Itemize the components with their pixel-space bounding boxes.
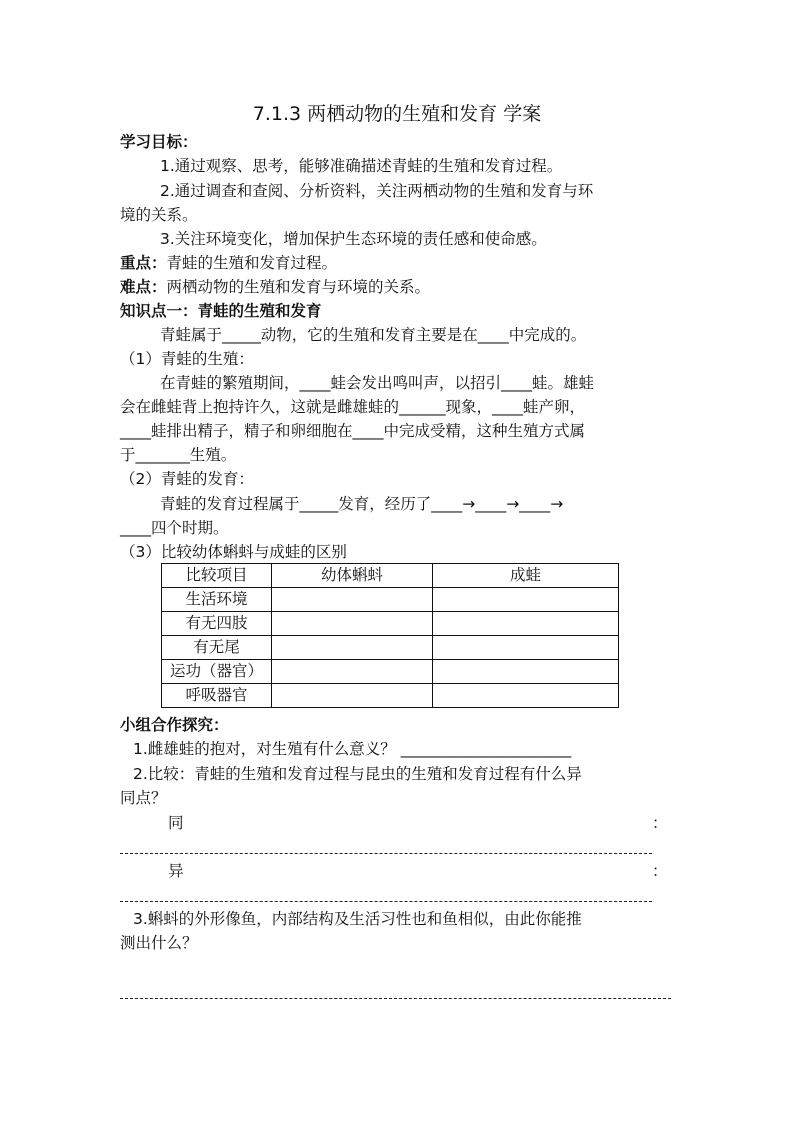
table-row-label: 呼吸器官 bbox=[162, 684, 272, 708]
table-blank-cell[interactable] bbox=[433, 612, 619, 636]
table-row bbox=[162, 636, 619, 660]
objective-2-line-2: 境的关系。 bbox=[120, 206, 198, 224]
diff-colon: ： bbox=[652, 862, 668, 880]
table-blank-cell[interactable] bbox=[272, 588, 433, 612]
development-line-2: ____四个时期。 bbox=[120, 519, 229, 537]
question-3-line-2: 测出什么？ bbox=[120, 934, 198, 952]
table-header-row bbox=[162, 564, 619, 588]
difficulty-text: 两栖动物的生殖和发育与环境的关系。 bbox=[166, 278, 431, 296]
group-heading: 小组合作探究： bbox=[120, 716, 229, 734]
reproduction-line-3: ____蛙排出精子，精子和卵细胞在____中完成受精，这种生殖方式属 bbox=[120, 422, 586, 440]
page-title: 7.1.3 两栖动物的生殖和发育 学案 bbox=[252, 103, 542, 125]
table-row-label: 有无尾 bbox=[162, 636, 272, 660]
reproduction-line-2: 会在雌蛙背上抱持许久，这就是雌雄蛙的______现象，____蛙产卵， bbox=[120, 398, 586, 416]
table-blank-cell[interactable] bbox=[433, 636, 619, 660]
reproduction-line-4: 于_______生殖。 bbox=[120, 446, 237, 464]
diff-label: 异 bbox=[168, 862, 184, 880]
comparison-heading: （3）比较幼体蝌蚪与成蛙的区别 bbox=[120, 543, 347, 561]
objective-1: 1.通过观察、思考，能够准确描述青蛙的生殖和发育过程。 bbox=[160, 157, 563, 175]
table-blank-cell[interactable] bbox=[433, 588, 619, 612]
comparison-table bbox=[161, 563, 619, 708]
table-row-label: 生活环境 bbox=[162, 588, 272, 612]
table-blank-cell[interactable] bbox=[272, 612, 433, 636]
question-2-line-1: 2.比较：青蛙的生殖和发育过程与昆虫的生殖和发育过程有什么异 bbox=[133, 765, 582, 783]
table-header-cell: 成蛙 bbox=[433, 564, 619, 588]
difficulty bbox=[120, 276, 430, 298]
question-2-line-2: 同点？ bbox=[120, 789, 167, 807]
table-blank-cell[interactable] bbox=[272, 684, 433, 708]
key-point-label: 重点： bbox=[120, 254, 167, 272]
question-3-answer-line[interactable] bbox=[120, 998, 671, 999]
table-blank-cell[interactable] bbox=[272, 636, 433, 660]
key-point-text: 青蛙的生殖和发育过程。 bbox=[166, 254, 338, 272]
table-row bbox=[162, 684, 619, 708]
table-row bbox=[162, 660, 619, 684]
objective-3: 3.关注环境变化，增加保护生态环境的责任感和使命感。 bbox=[160, 230, 547, 248]
knowledge-1-intro: 青蛙属于_____动物，它的生殖和发育主要是在____中完成的。 bbox=[160, 326, 587, 344]
table-header-cell: 幼体蝌蚪 bbox=[272, 564, 433, 588]
table-blank-cell[interactable] bbox=[433, 684, 619, 708]
key-point bbox=[120, 252, 337, 274]
table-row bbox=[162, 588, 619, 612]
knowledge-1-heading: 知识点一：青蛙的生殖和发育 bbox=[120, 302, 322, 320]
table-header-cell: 比较项目 bbox=[162, 564, 272, 588]
table-row bbox=[162, 612, 619, 636]
difficulty-label: 难点： bbox=[120, 278, 167, 296]
reproduction-line-1: 在青蛙的繁殖期间，____蛙会发出鸣叫声，以招引____蛙。雄蛙 bbox=[160, 374, 595, 392]
same-colon: ： bbox=[652, 814, 668, 832]
reproduction-heading: （1）青蛙的生殖： bbox=[120, 350, 254, 368]
objective-2-line-1: 2.通过调查和查阅、分析资料，关注两栖动物的生殖和发育与环 bbox=[160, 182, 594, 200]
diff-answer-line[interactable] bbox=[120, 901, 652, 902]
table-row-label: 有无四肢 bbox=[162, 612, 272, 636]
question-1: 1.雌雄蛙的抱对，对生殖有什么意义？ ______________________ bbox=[133, 740, 572, 758]
same-label: 同 bbox=[168, 814, 184, 832]
table-blank-cell[interactable] bbox=[433, 660, 619, 684]
question-3-line-1: 3.蝌蚪的外形像鱼，内部结构及生活习性也和鱼相似，由此你能推 bbox=[133, 910, 582, 928]
same-answer-line[interactable] bbox=[120, 853, 652, 854]
table-row-label: 运功（器官） bbox=[162, 660, 272, 684]
development-line-1: 青蛙的发育过程属于_____发育，经历了____→____→____→ bbox=[160, 495, 564, 513]
table-blank-cell[interactable] bbox=[272, 660, 433, 684]
development-heading: （2）青蛙的发育： bbox=[120, 470, 254, 488]
objectives-heading: 学习目标： bbox=[120, 133, 198, 151]
